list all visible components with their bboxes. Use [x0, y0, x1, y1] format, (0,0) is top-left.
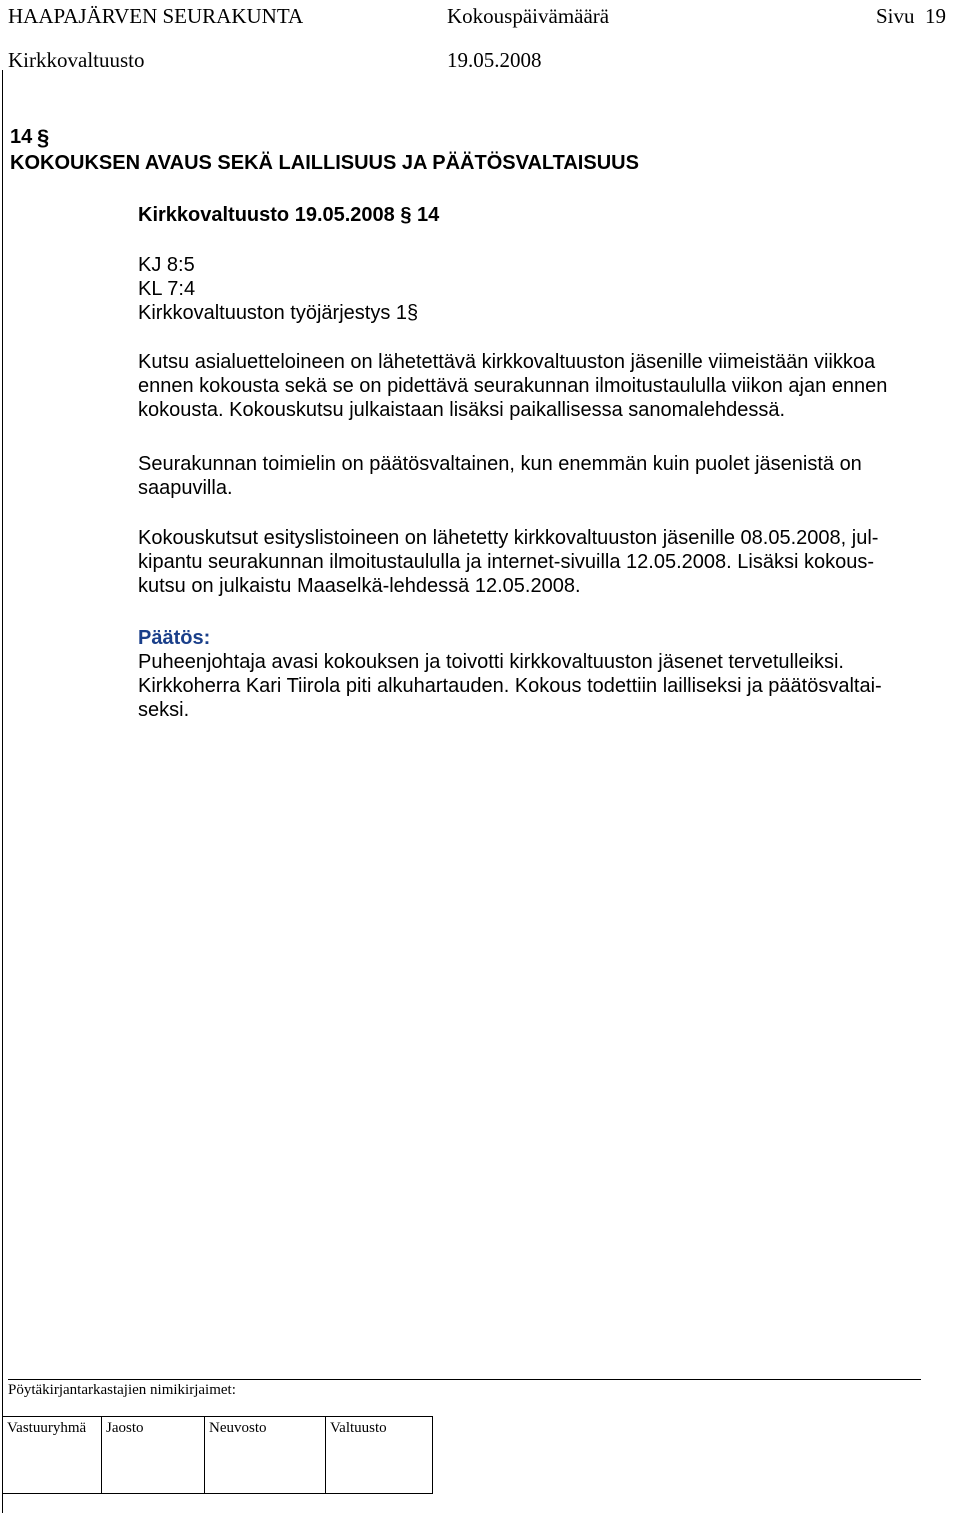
paragraph-line: ennen kokousta sekä se on pidettävä seurakunnan ilmoitustaululla viikon ajan ennen — [138, 375, 888, 397]
approval-cell-vastuuryhma — [3, 1417, 102, 1493]
paragraph-invitation-rules — [138, 350, 938, 422]
reference-item: KL 7:4 — [138, 278, 196, 300]
paragraph-line: kipantu seurakunnan ilmoitustaululla ja internet-sivuilla 12.05.2008. Lisäksi kokous- — [138, 551, 874, 573]
paragraph-line: Kutsu asialuetteloineen on lähetettävä kirkkovaltuuston jäsenille viimeistään viikkoa — [138, 351, 876, 373]
legal-references — [138, 253, 938, 325]
decision-line: Puheenjohtaja avasi kokouksen ja toivotti kirkkovaltuuston jäsenet tervetulleiksi. — [138, 651, 844, 673]
date-label: Kokouspäivämäärä — [447, 4, 610, 28]
approval-cell-label: Vastuuryhmä — [7, 1420, 87, 1436]
meeting-reference: Kirkkovaltuusto 19.05.2008 § 14 — [138, 204, 440, 226]
section-title: KOKOUKSEN AVAUS SEKÄ LAILLISUUS JA PÄÄTÖSVALTAISUUS — [10, 152, 639, 174]
decision-line: Kirkkoherra Kari Tiirola piti alkuhartauden. Kokous todettiin lailliseksi ja päätösvaltai- — [138, 675, 882, 697]
reference-item: Kirkkovaltuuston työjärjestys 1§ — [138, 302, 419, 324]
approval-cell-label: Neuvosto — [209, 1420, 267, 1436]
decision-label: Päätös: — [138, 627, 211, 649]
paragraph-line: kutsu on julkaistu Maaselkä-lehdessä 12.05.2008. — [138, 575, 581, 597]
signatures-label: Pöytäkirjantarkastajien nimikirjaimet: — [8, 1382, 236, 1398]
page-number: Sivu 19 — [876, 4, 947, 28]
paragraph-quorum — [138, 452, 938, 500]
decision-block — [138, 626, 938, 722]
paragraph-line: saapuvilla. — [138, 477, 233, 499]
approval-cell-neuvosto — [205, 1417, 326, 1493]
section-number: 14 — [10, 126, 33, 148]
approval-cell-valtuusto — [326, 1417, 432, 1493]
section-symbol: § — [37, 125, 50, 150]
meeting-date: 19.05.2008 — [447, 48, 542, 72]
decision-line: seksi. — [138, 699, 190, 721]
approval-cell-jaosto — [102, 1417, 205, 1493]
approval-cell-label: Jaosto — [106, 1420, 144, 1436]
reference-item: KJ 8:5 — [138, 254, 195, 276]
paragraph-line: kokousta. Kokouskutsu julkaistaan lisäksi paikallisessa sanomalehdessä. — [138, 399, 786, 421]
signature-line — [8, 1379, 921, 1380]
approval-cell-label: Valtuusto — [330, 1420, 387, 1436]
governing-body: Kirkkovaltuusto — [8, 48, 145, 72]
organization-name: HAAPAJÄRVEN SEURAKUNTA — [8, 4, 304, 28]
paragraph-line: Seurakunnan toimielin on päätösvaltainen, kun enemmän kuin puolet jäsenistä on — [138, 453, 862, 475]
paragraph-invitations-sent — [138, 526, 938, 598]
left-border-line — [2, 70, 3, 1513]
approval-table — [2, 1416, 433, 1494]
paragraph-line: Kokouskutsut esityslistoineen on lähetetty kirkkovaltuuston jäsenille 08.05.2008, jul- — [138, 527, 879, 549]
